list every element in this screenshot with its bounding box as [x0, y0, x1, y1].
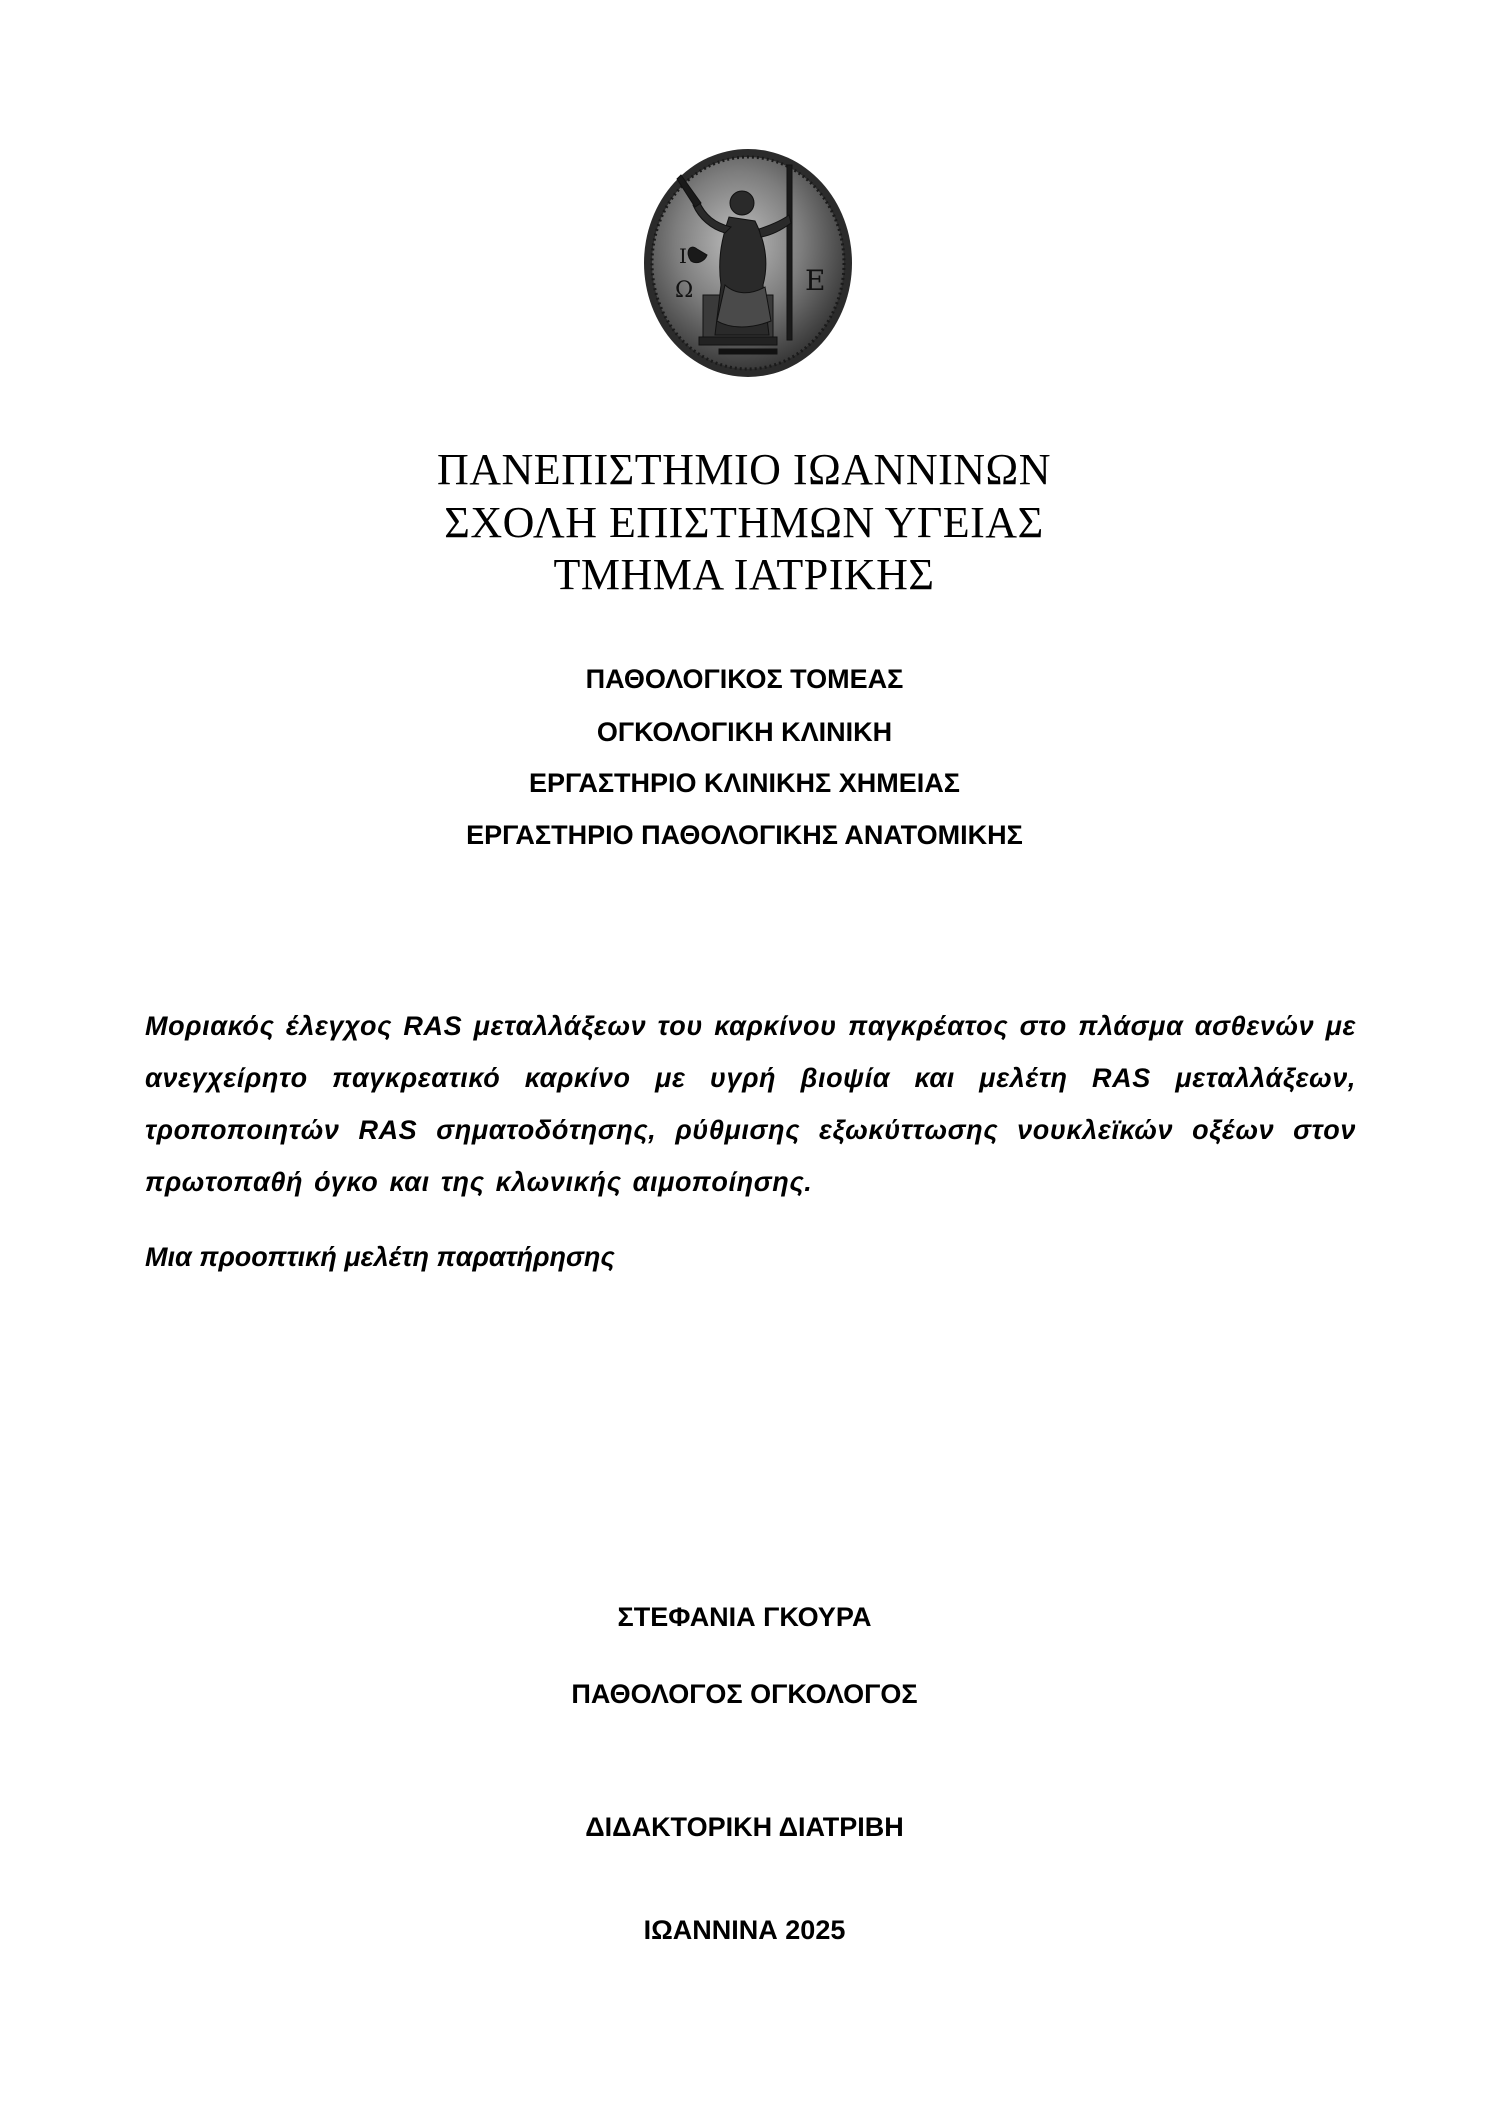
university-seal	[641, 145, 855, 381]
unit-line: ΕΡΓΑΣΤΗΡΙΟ ΚΛΙΝΙΚΗΣ ΧΗΜΕΙΑΣ	[529, 768, 960, 798]
place-year: ΙΩΑΝΝΙΝΑ 2025	[643, 1915, 846, 1945]
unit-line: ΕΡΓΑΣΤΗΡΙΟ ΠΑΘΟΛΟΓΙΚΗΣ ΑΝΑΤΟΜΙΚΗΣ	[466, 820, 1023, 850]
seal-letter-iota: Ι	[679, 244, 687, 268]
thesis-title: Μοριακός έλεγχος RAS μεταλλάξεων του καρκίνου παγκρέατος στο πλάσμα ασθενών με ανεγχείρητο παγκρεατικό καρκίνο με υγρή βιοψία και μελέτη RAS μεταλλάξεων, τροποποιητών RAS σηματοδότησης, ρύθμισης εξωκύττωσης νουκλεϊκών οξέων στον πρωτοπαθή όγκο και της κλωνικής αιμοποίησης.	[145, 1011, 1356, 1197]
author-name: ΣΤΕΦΑΝΙΑ ΓΚΟΥΡΑ	[617, 1602, 872, 1632]
seal-letter-epsilon: Ε	[805, 264, 826, 297]
seal-coin-icon	[641, 145, 855, 381]
thesis-subtitle: Μια προοπτική μελέτη παρατήρησης	[145, 1242, 615, 1272]
unit-line: ΠΑΘΟΛΟΓΙΚΟΣ ΤΟΜΕΑΣ	[585, 664, 904, 694]
document-type: ΔΙΔΑΚΤΟΡΙΚΗ ΔΙΑΤΡΙΒΗ	[585, 1812, 904, 1842]
unit-line: ΟΓΚΟΛΟΓΙΚΗ ΚΛΙΝΙΚΗ	[596, 717, 893, 747]
seal-letter-omega: Ω	[675, 278, 694, 303]
school-name: ΣΧΟΛΗ ΕΠΙΣΤΗΜΩΝ ΥΓΕΙΑΣ	[444, 498, 1044, 547]
university-name: ΠΑΝΕΠΙΣΤΗΜΙΟ ΙΩΑΝΝΙΝΩΝ	[436, 445, 1052, 494]
department-name: ΤΜΗΜΑ ΙΑΤΡΙΚΗΣ	[553, 550, 935, 599]
author-role: ΠΑΘΟΛΟΓΟΣ ΟΓΚΟΛΟΓΟΣ	[571, 1679, 918, 1709]
